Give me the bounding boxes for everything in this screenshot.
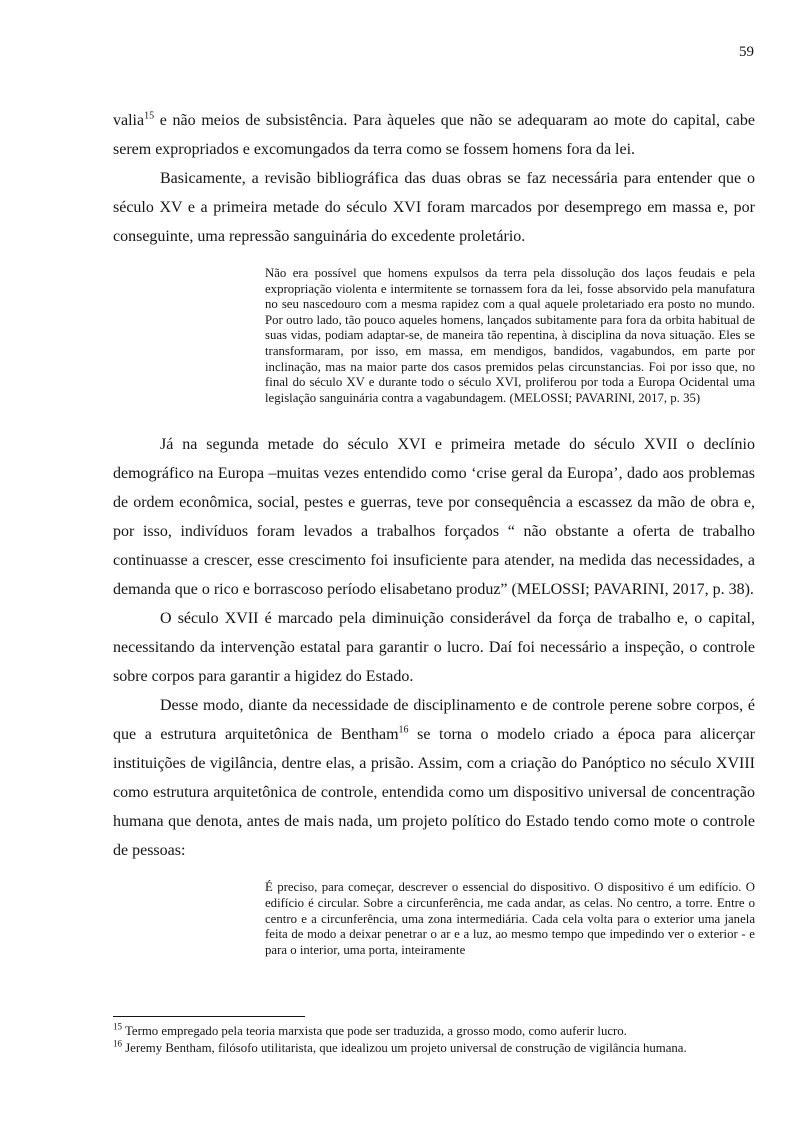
paragraph: Já na segunda metade do século XVI e primeira metade do século XVII o declínio demográfico na Europa –muitas vezes entendido como ‘crise geral da Europa’, dado aos problemas de ordem econômica, social, pestes e guerras, teve por consequência a escassez da mão de obra e, por isso, indivíduos foram levados a trabalhos forçados “ não obstante a oferta de trabalho continuasse a crescer, esse crescimento foi insuficiente para atender, na medida das necessidades, a demanda que o rico e borrascoso período elisabetano produz” (MELOSSI; PAVARINI, 2017, p. 38). (113, 436, 755, 599)
footnote-ref-15: 15 (144, 110, 155, 122)
paragraph: Basicamente, a revisão bibliográfica das duas obras se faz necessária para entender que o século XV e a primeira metade do século XVI foram marcados por desemprego em massa e, por conseguinte, uma repressão sanguinária do excedente proletário. (113, 170, 755, 245)
footnote (113, 1040, 755, 1057)
footnote-ref-16: 16 (398, 725, 409, 737)
paragraph-text: se torna o modelo criado a época para alicerçar instituições de vigilância, dentre elas, a prisão. Assim, com a criação do Panóptico no século XVIII como estrutura arquitetônica de controle, entendida como um dispositivo universal de concentração humana que denota, antes de mais nada, um projeto político do Estado tendo como mote o controle de pessoas: (113, 726, 755, 860)
paragraph-continuation (113, 106, 755, 164)
paragraph-text: e não meios de subsistência. Para àqueles que não se adequaram ao mote do capital, cabe serem expropriados e excomungados da terra como se fossem homens fora da lei. (113, 112, 755, 158)
paragraph-text: valia (113, 112, 145, 129)
paragraph (113, 691, 755, 865)
paragraph: O século XVII é marcado pela diminuição considerável da força de trabalho e, o capital, necessitando da intervenção estatal para garantir o lucro. Daí foi necessário a inspeção, o controle sobre corpos para garantir a higidez do Estado. (113, 610, 755, 686)
footnote (113, 1023, 755, 1040)
block-quote: É preciso, para começar, descrever o essencial do dispositivo. O dispositivo é um edifício. O edifício é circular. Sobre a circunferência, me cada andar, as celas. No centro, a torre. Entre o centro e a circunferência, uma zona intermediária. Cada cela volta para o exterior uma janela feita de modo a deixar penetrar o ar e a luz, ao mesmo tempo que impedindo ver o exterior - e para o interior, uma porta, inteiramente (265, 880, 755, 957)
footnotes-section (113, 1016, 755, 1057)
footnote-number: 15 (113, 1021, 122, 1032)
paragraph-text: Desse modo, diante da necessidade de disciplinamento e de controle perene sobre corpos, é que a estrutura arquitetônica de Bentham (113, 697, 755, 744)
footnote-text: Jeremy Bentham, filósofo utilitarista, que idealizou um projeto universal de construção de vigilância humana. (122, 1041, 687, 1055)
block-quote: Não era possível que homens expulsos da terra pela dissolução dos laços feudais e pela expropriação violenta e intermitente se tornassem fora da lei, fosse absorvido pela manufatura no seu nascedouro com a mesma rapidez com a qual aquele proletariado era posto no mundo. Por outro lado, tão pouco aqueles homens, lançados subitamente para fora da orbita habitual de suas vidas, podiam adaptar-se, de maneira tão repentina, à disciplina da nova situação. Eles se transformaram, por isso, em massa, em mendigos, bandidos, vagabundos, em parte por inclinação, mas na maior parte dos casos premidos pelas circunstancias. Foi por isso que, no final do século XV e durante todo o século XVI, proliferou por toda a Europa Ocidental uma legislação sanguinária contra a vagabundagem. (MELOSSI; PAVARINI, 2017, p. 35) (265, 266, 755, 405)
page-number: 59 (739, 44, 754, 60)
page-content (113, 106, 755, 958)
footnote-number: 16 (113, 1038, 122, 1049)
footnote-divider (113, 1016, 305, 1017)
footnote-text: Termo empregado pela teoria marxista que pode ser traduzida, a grosso modo, como auferir lucro. (122, 1024, 627, 1038)
